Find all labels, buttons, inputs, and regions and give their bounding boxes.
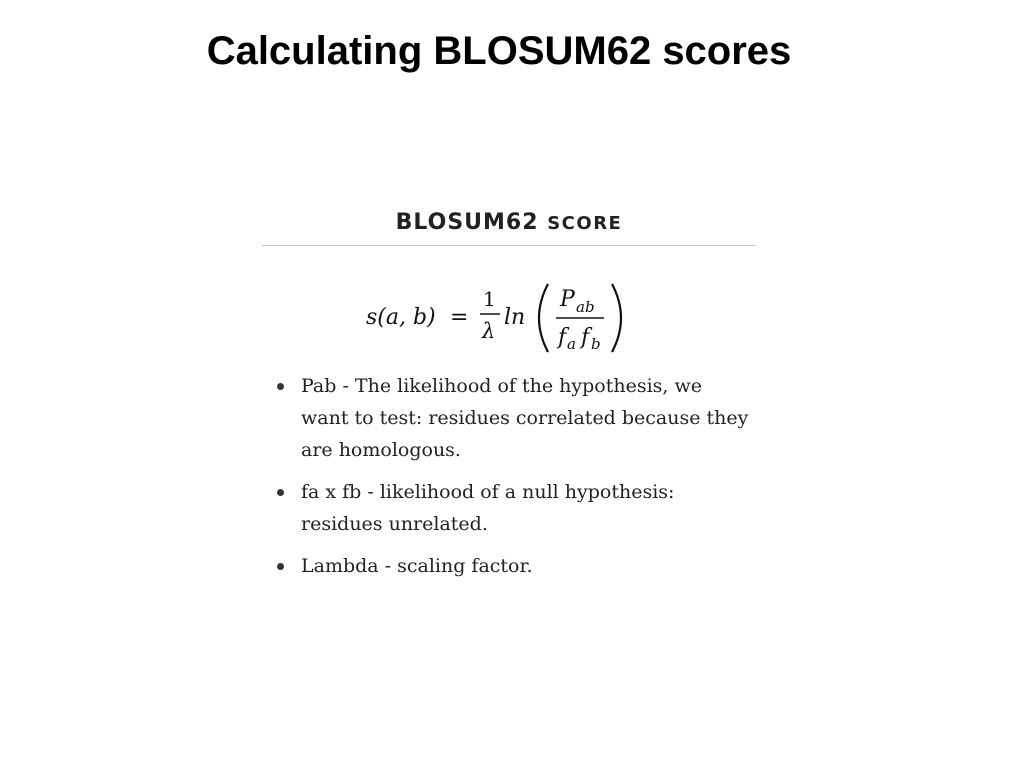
formula-fa: f — [558, 325, 567, 350]
list-item-text: Pab - The likelihood of the hypothesis, we want to test: residues correlated because they are homologous. — [301, 375, 749, 461]
formula-fb-sub: b — [591, 335, 601, 353]
formula-lhs: s(a, b) — [366, 305, 436, 330]
list-item — [274, 476, 754, 540]
figure-heading — [262, 206, 756, 241]
definition-list — [274, 370, 754, 592]
bullet-icon — [277, 489, 284, 496]
blosum-formula — [362, 278, 652, 358]
formula-p: P — [560, 287, 575, 312]
list-item — [274, 370, 754, 466]
formula-left-paren — [539, 284, 548, 352]
formula-ln: ln — [504, 305, 526, 330]
formula-right-paren — [612, 284, 621, 352]
slide-title: Calculating BLOSUM62 scores — [206, 29, 792, 73]
formula-equals: = — [450, 305, 469, 330]
formula-fb: f — [581, 325, 590, 350]
blosum-figure — [262, 206, 756, 586]
formula-lambda: λ — [482, 319, 496, 343]
formula-fa-sub: a — [567, 335, 576, 353]
list-item — [274, 550, 754, 582]
list-item-text: fa x fb - likelihood of a null hypothesis: residues unrelated. — [301, 481, 675, 535]
bullet-icon — [277, 563, 284, 570]
formula-p-sub: ab — [576, 298, 595, 316]
formula-numerator: 1 — [483, 287, 496, 311]
figure-heading-small: SCORE — [547, 213, 623, 234]
list-item-text: Lambda - scaling factor. — [301, 555, 533, 577]
bullet-icon — [277, 383, 284, 390]
figure-divider — [262, 245, 756, 246]
figure-heading-main: BLOSUM62 — [395, 210, 548, 235]
